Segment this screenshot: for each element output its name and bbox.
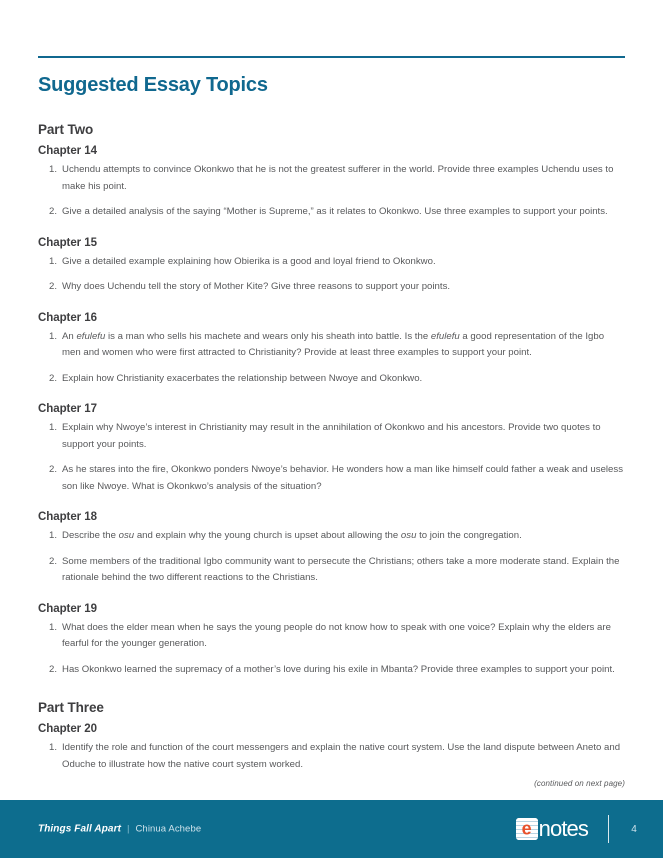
question-text: Give a detailed analysis of the saying “Mother is Supreme,” as it relates to Okonkwo. Use three examples to support your points.: [62, 206, 608, 217]
question-item: [38, 329, 625, 362]
chapter-heading: Chapter 14: [38, 145, 97, 157]
question-number: 1.: [49, 530, 58, 541]
question-list: [38, 329, 625, 388]
question-item: [38, 662, 625, 679]
question-text: Why does Uchendu tell the story of Mother Kite? Give three reasons to support your points.: [62, 281, 451, 292]
question-list: [38, 162, 625, 221]
question-text: Explain why Nwoye’s interest in Christianity may result in the annihilation of Okonkwo and his ancestors. Provide two quotes to support your points.: [62, 422, 601, 450]
question-text: Uchendu attempts to convince Okonkwo that he is not the greatest sufferer in the world. Provide three examples Uchendu uses to make his point.: [62, 164, 614, 192]
question-text: Identify the role and function of the court messengers and explain the native court system. Use the land dispute between Aneto and Oduche to illustrate how the native court system worked.: [62, 742, 621, 770]
question-number: 1.: [49, 621, 58, 633]
question-text: What does the elder mean when he says the young people do not know how to speak with one voice? Explain why the elders are fearful for the younger generation.: [62, 621, 611, 649]
question-text: An efulefu is a man who sells his machete and wears only his sheath into battle. Is the efulefu a good representation of the Igbo men and women who were first attracted to Christianity? Provide at least three examples to support your point.: [62, 330, 605, 358]
footer-divider: [608, 815, 609, 843]
question-text: As he stares into the fire, Okonkwo ponders Nwoye’s behavior. He wonders how a man like himself could father a weak and useless son like Nwoye. What is Okonkwo’s analysis of the situation?: [62, 464, 624, 492]
question-number: 1.: [49, 742, 58, 753]
question-item: [38, 554, 625, 587]
question-number: 2.: [49, 206, 58, 217]
chapter-block: [38, 403, 625, 495]
chapter-block: [38, 312, 625, 388]
question-list: [38, 254, 625, 296]
question-number: 1.: [49, 164, 58, 175]
chapter-heading: Chapter 17: [38, 403, 97, 415]
question-number: 2.: [49, 281, 58, 292]
sections-container: [38, 122, 625, 773]
question-text: Describe the osu and explain why the young church is upset about allowing the osu to join the congregation.: [62, 530, 522, 541]
question-item: [38, 204, 625, 221]
chapter-heading: Chapter 15: [38, 236, 97, 249]
question-text: Some members of the traditional Igbo community want to persecute the Christians; others take a more moderate stand. Explain the rationale behind the two different reactions to the Christians.: [62, 555, 620, 583]
question-number: 2.: [49, 555, 58, 567]
question-number: 1.: [49, 422, 58, 433]
page-number: 4: [631, 823, 637, 835]
question-item: [38, 620, 625, 653]
question-list: [38, 528, 625, 587]
question-item: [38, 254, 625, 271]
part-heading: Part Two: [38, 122, 94, 137]
chapter-heading: Chapter 16: [38, 311, 97, 324]
question-number: 1.: [49, 255, 58, 267]
enotes-notepad-icon: [516, 818, 538, 840]
footer-brand-area: [516, 815, 641, 843]
chapter-block: [38, 237, 625, 296]
question-item: [38, 740, 625, 773]
question-list: [38, 620, 625, 679]
question-item: [38, 420, 625, 453]
enotes-logo-letter: e: [521, 818, 532, 839]
continued-note: (continued on next page): [534, 779, 625, 788]
enotes-logo[interactable]: [516, 818, 588, 840]
question-item: [38, 462, 625, 495]
footer-book-title: Things Fall Apart: [38, 823, 121, 835]
question-number: 1.: [49, 330, 58, 342]
part-heading: Part Three: [38, 700, 104, 715]
footer-separator: |: [127, 823, 130, 835]
document-content: [38, 74, 625, 773]
question-list: [38, 740, 625, 773]
question-text: Has Okonkwo learned the supremacy of a mother’s love during his exile in Mbanta? Provide three examples to support your point.: [62, 663, 615, 675]
chapter-block: [38, 145, 625, 221]
chapter-block: [38, 603, 625, 679]
question-text: Explain how Christianity exacerbates the relationship between Nwoye and Okonkwo.: [62, 372, 423, 384]
footer-book-info: [38, 824, 201, 835]
chapter-heading: Chapter 19: [38, 602, 97, 615]
chapter-heading: Chapter 18: [38, 511, 97, 523]
chapter-heading: Chapter 20: [38, 723, 97, 735]
question-item: [38, 162, 625, 195]
footer-book-author: Chinua Achebe: [135, 823, 202, 835]
chapter-block: [38, 723, 625, 773]
page-footer: [0, 800, 663, 858]
header-rule: [38, 56, 625, 58]
enotes-logo-word: notes: [538, 816, 588, 841]
question-text: Give a detailed example explaining how Obierika is a good and loyal friend to Okonkwo.: [62, 255, 436, 267]
page-title: Suggested Essay Topics: [38, 74, 268, 96]
question-number: 2.: [49, 663, 58, 675]
question-number: 2.: [49, 372, 58, 384]
question-number: 2.: [49, 464, 58, 475]
question-list: [38, 420, 625, 495]
question-item: [38, 279, 625, 296]
question-item: [38, 371, 625, 388]
chapter-block: [38, 511, 625, 587]
question-item: [38, 528, 625, 545]
